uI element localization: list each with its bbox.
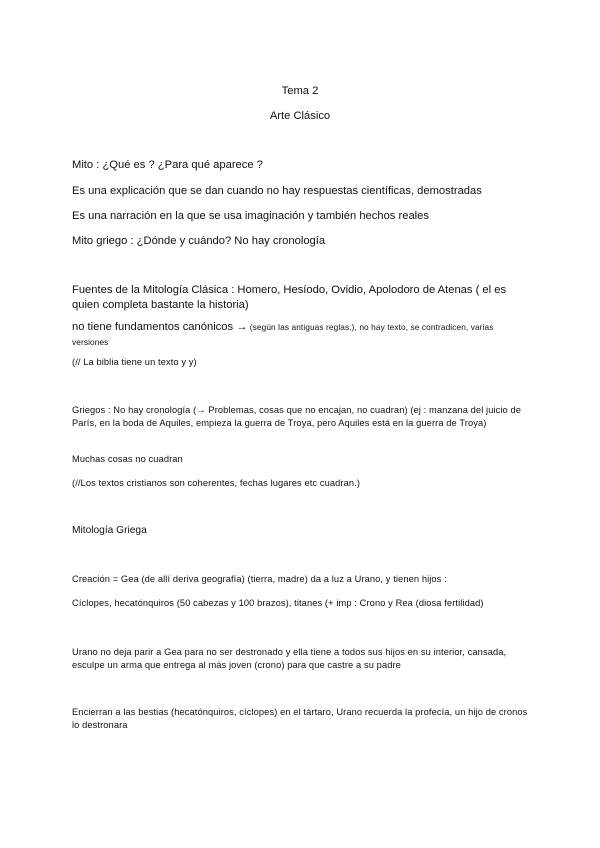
ciclopes-line: Cíclopes, hecatónquiros (50 cabezas y 100 brazos), titanes (+ imp : Crono y Rea (diosa fertilidad) (72, 598, 484, 608)
creacion-line: Creación = Gea (de allí deriva geografía) (tierra, madre) da a luz a Urano, y tienen hijos : (72, 574, 447, 584)
textos-cristianos-note: (//Los textos cristianos son coherentes, fechas lugares etc cuadran.) (72, 478, 361, 488)
fuentes-paragraph: Fuentes de la Mitología Clásica : Homero, Hesíodo, Ovidio, Apolodoro de Atenas ( el es quien completa bastante la historia) (72, 284, 507, 312)
mitologia-griega-heading: Mitología Griega (72, 525, 147, 536)
document-subtitle: Arte Clásico (269, 110, 331, 122)
definition-1: Es una explicación que se dan cuando no hay respuestas científicas, demostradas (72, 185, 482, 197)
urano-paragraph: Urano no deja parir a Gea para no ser destronado y ella tiene a todos sus hijos en su interior, cansada, esculpe un arma que entrega al más joven (crono) para que castre a su padre (72, 647, 507, 670)
canonicos-main-text: no tiene fundamentos canónicos → (72, 321, 248, 333)
encierran-paragraph: Encierran a las bestias (hecatónquiros, cíclopes) en el tártaro, Urano recuerda la profecía, un hijo de cronos lo destronara (72, 707, 528, 730)
biblia-note: (// La biblia tiene un texto y y) (72, 357, 197, 367)
mito-griego-line: Mito griego : ¿Dónde y cuándo? No hay cronología (72, 235, 326, 247)
mito-question: Mito : ¿Qué es ? ¿Para qué aparece ? (72, 159, 263, 171)
griegos-paragraph: Griegos : No hay cronología (→ Problemas, cosas que no encajan, no cuadran) (ej : manzana del juicio de París, en la boda de Aquiles, empieza la guerra de Troya, pero Aquiles está en la guerra de Troya) (72, 405, 522, 428)
canonicos-rest-text: (según las antiguas reglas.), no hay texto, se contradicen, varias versiones (72, 322, 494, 348)
document-title: Tema 2 (281, 85, 319, 97)
definition-2: Es una narración en la que se usa imaginación y también hechos reales (72, 210, 429, 222)
muchas-cosas-line: Muchas cosas no cuadran (72, 454, 183, 464)
canonicos-paragraph (72, 320, 532, 350)
